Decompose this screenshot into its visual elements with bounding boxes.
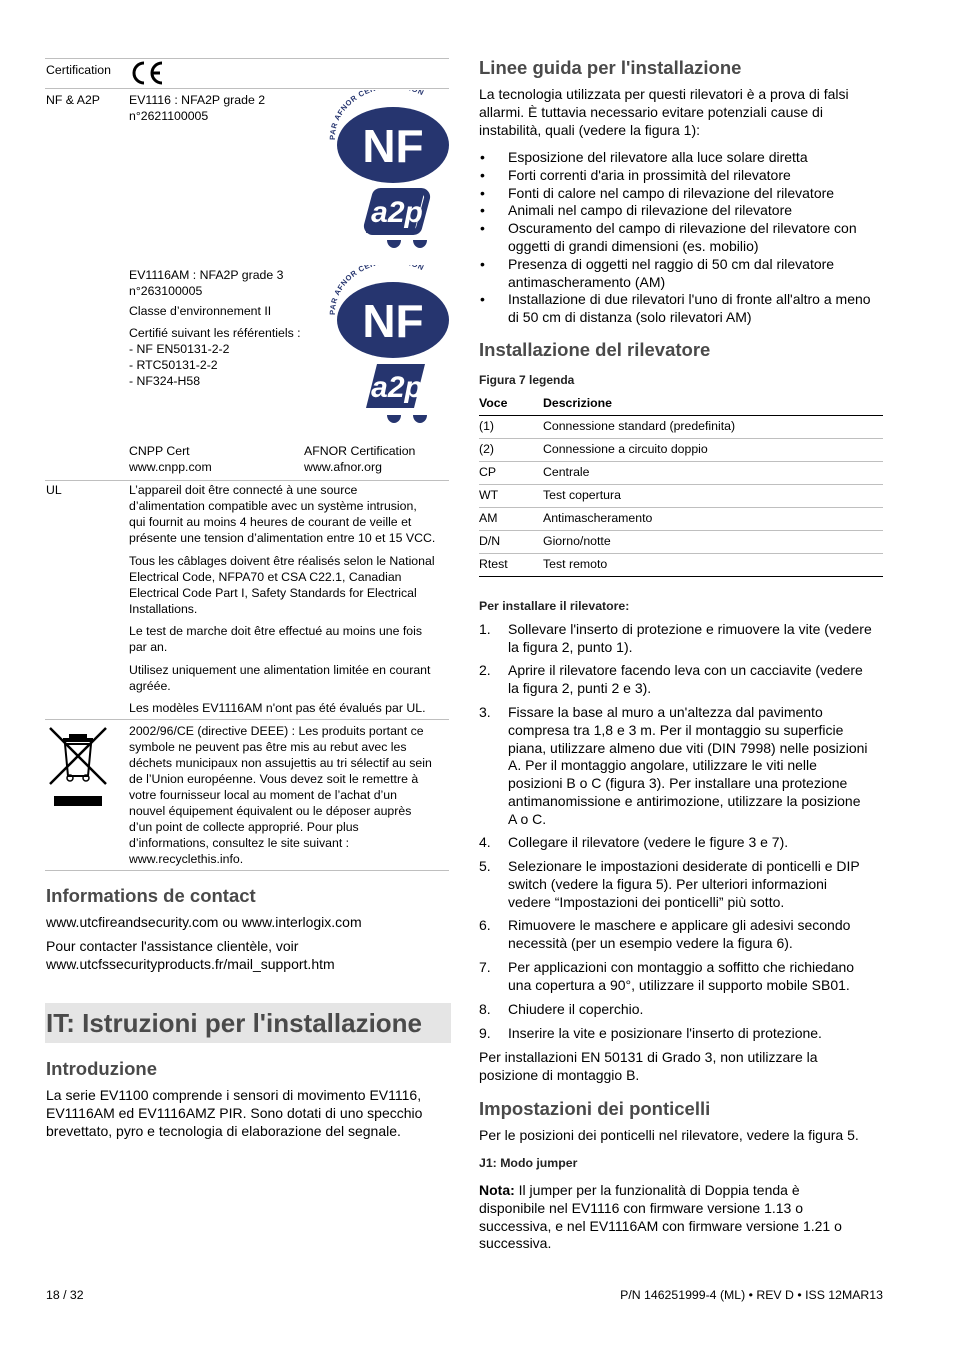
contact-heading: Informations de contact [46,885,256,906]
list-item: • Installazione di due rilevatori l'uno di fronte all'altro a meno di 50 cm di distanza (solo rilevatori AM) [479,291,883,327]
table-row: D/N Giorno/notte [479,530,883,554]
ev1116-cert-number: n°2621100005 [129,109,209,123]
ev1116am-cert-line: EV1116AM : NFA2P grade 3 [129,268,284,282]
label-nf-a2p: NF & A2P [46,93,100,107]
table-header [479,392,883,416]
table-row: Rtest Test remoto [479,553,883,577]
standard-ref: - NF324-H58 [129,374,201,388]
section-title: IT: Istruzioni per l'installazione [46,1008,423,1038]
list-item: • Forti correnti d'aria in prossimità del rilevatore [479,167,883,185]
contact-websites: www.utcfireandsecurity.com ou www.interlogix.com [46,914,362,930]
install-heading: Installazione del rilevatore [479,339,711,360]
list-item: • Presenza di oggetti nel raggio di 50 cm dal rilevatore antimascheramento (AM) [479,256,883,292]
contact-support-url: www.utcfssecurityproducts.fr/mail_support.htm [46,956,335,972]
step-item: 2. Aprire il rilevatore facendo leva con un cacciavite (vedere la figura 2, punti 2 e 3). [479,662,863,696]
step-item: 8. Chiudere il coperchio. [479,1001,644,1017]
list-item: • Esposizione del rilevatore alla luce solare diretta [479,149,883,167]
table-row: (1) Connessione standard (predefinita) [479,415,883,439]
guidelines-heading: Linee guida per l'installazione [479,57,742,78]
label-ul: UL [46,483,62,497]
list-item: • Oscuramento del campo di rilevazione del rilevatore con oggetti di grandi dimensioni (es. mobilio) [479,220,883,256]
certified-standards-label: Certifié suivant les référentiels : [129,326,301,340]
contact-support-text: Pour contacter l'assistance clientèle, voir [46,938,299,954]
part-number: P/N 146251999-4 (ML) • REV D • ISS 12MAR13 [620,1288,883,1302]
standard-ref: - RTC50131-2-2 [129,358,218,372]
ul-paragraph: Les modèles EV1116AM n'ont pas été évalués par UL. [129,701,426,715]
cnpp-url: www.cnpp.com [129,460,212,474]
table-row: (2) Connessione a circuito doppio [479,438,883,462]
table-rule [45,719,449,720]
j1-heading: J1: Modo jumper [479,1156,578,1170]
ev1116am-cert-number: n°263100005 [129,284,203,298]
step-item: 3. Fissare la base al muro a un'altezza dal pavimento compresa tra 1,8 e 3 m. Per il montaggio su superficie piana, utilizzare almeno due viti (DIN 7998) nelle posizioni A. Per il montaggio angolare, utilizzare le viti nelle posizioni B o C (figura 3). Per installare una protezione antimanomissione e antirimozione, utilizzare la posizione A o C. [479,704,868,827]
section-title-bar [45,1003,451,1043]
step-item: 6. Rimuovere le maschere e applicare gli adesivi secondo necessità (per un esempio vedere la figura 6). [479,917,851,951]
guidelines-list [479,149,883,327]
grade3-note: Per installazioni EN 50131 di Grado 3, non utilizzare la posizione di montaggio B. [479,1049,818,1083]
afnor-url: www.afnor.org [304,460,382,474]
environment-class: Classe d’environnement II [129,304,272,318]
svg-text:NF: NF [362,295,424,347]
ul-paragraph: Tous les câblages doivent être réalisés selon le National Electrical Code, NFPA70 et CSA C22.1, Canadian Electrical Code Part I, Safety Standards for Electrical Installations. [129,554,435,616]
step-item: 1. Sollevare l'inserto di protezione e rimuovere la vite (vedere la figura 2, punto 1). [479,621,872,655]
table-rule [45,480,449,481]
guidelines-intro: La tecnologia utilizzata per questi rilevatori è a prova di falsi allarmi. È tuttavia necessario evitare potenziali cause di instabilità, quali (vedere la figura 1): [479,86,849,138]
ul-paragraph: Utilisez uniquement une alimentation limitée en courant agréée. [129,663,431,693]
jumpers-heading: Impostazioni dei ponticelli [479,1098,711,1119]
col-voce: Voce [479,396,508,410]
nf-a2p-logo-icon [325,265,451,437]
table-row: CP Centrale [479,461,883,485]
svg-text:PAR AFNOR CERTIFICATION: PAR AFNOR CE N [327,265,426,316]
step-item: 4. Collegare il rilevatore (vedere le figure 3 e 7). [479,834,789,850]
svg-text:PAR AFNOR CERTIFICATION: PAR AFNOR CE N [327,90,426,141]
legend-table [479,392,883,578]
weee-paragraph: 2002/96/CE (directive DEEE) : Les produits portant ce symbole ne peuvent pas être mis au rebut avec les déchets municipaux non assujettis au tri sélectif au sein de l’Union européenne. Vous devez soit le remettre à votre fournisseur local au moment de l’achat d’un nouvel équipement équivalent ou le déposer auprès d’un point de collecte approprié. Pour plus d’informations, consultez le site suivant : www.recyclethis.info. [129,724,432,866]
table-row: AM Antimascheramento [479,507,883,531]
nf-a2p-logo [325,90,451,262]
list-item: • Animali nel campo di rilevazione del rilevatore [479,202,883,220]
svg-text:a2p: a2p [371,371,423,404]
table-rule [45,870,449,871]
steps-heading: Per installare il rilevatore: [479,599,630,613]
intro-paragraph: La serie EV1100 comprende i sensori di movimento EV1116, EV1116AM ed EV1116AMZ PIR. Sono dotati di uno specchio brevettato, pyro e tecnologia di elaborazione del segnale. [46,1087,423,1139]
jumpers-intro: Per le posizioni dei ponticelli nel rilevatore, vedere la figura 5. [479,1127,859,1143]
col-descrizione: Descrizione [543,396,613,410]
nf-a2p-logo-icon [325,90,451,262]
figure-caption: Figura 7 legenda [479,373,575,387]
standard-ref: - NF EN50131-2-2 [129,342,230,356]
note-label: Nota: [479,1182,515,1198]
ev1116-cert-line: EV1116 : NFA2P grade 2 [129,93,266,107]
table-rule [45,88,449,89]
step-item: 5. Selezionare le impostazioni desiderate di ponticelli e DIP switch (vedere la figura 5). Per ulteriori informazioni vedere “Impostazioni dei ponticelli” più sotto. [479,858,860,910]
cnpp-name: CNPP Cert [129,444,190,458]
table-rule [45,58,449,59]
nf-a2p-logo [325,265,451,437]
ce-mark-icon [129,61,165,85]
svg-text:a2p: a2p [371,196,423,229]
step-item: 9. Inserire la vite e posizionare l'inserto di protezione. [479,1025,822,1041]
ul-paragraph: Le test de marche doit être effectué au moins une fois par an. [129,624,423,654]
list-item: • Fonti di calore nel campo di rilevazione del rilevatore [479,185,883,203]
step-item: 7. Per applicazioni con montaggio a soffitto che richiedano una copertura a 90°, utilizzare il supporto mobile SB01. [479,959,855,993]
label-certification: Certification [46,63,111,77]
intro-heading: Introduzione [46,1058,157,1079]
page-number: 18 / 32 [46,1288,84,1302]
table-row: WT Test copertura [479,484,883,508]
afnor-name: AFNOR Certification [304,444,416,458]
svg-text:NF: NF [362,120,424,172]
jumper-note: Nota: Il jumper per la funzionalità di Doppia tenda è disponibile nel EV1116 con firmware versione 1.13 o successiva, e nel EV1116AM con firmware versione 1.21 o successiva. [479,1182,842,1252]
ul-paragraph: L’appareil doit être connecté à une source d’alimentation compatible avec un système intrusion, qui fournit au moins 4 heures de courant de veille et présente une tension d’alimentation entre 10 et 15 VCC. [129,483,436,545]
weee-bin-icon [48,726,108,810]
